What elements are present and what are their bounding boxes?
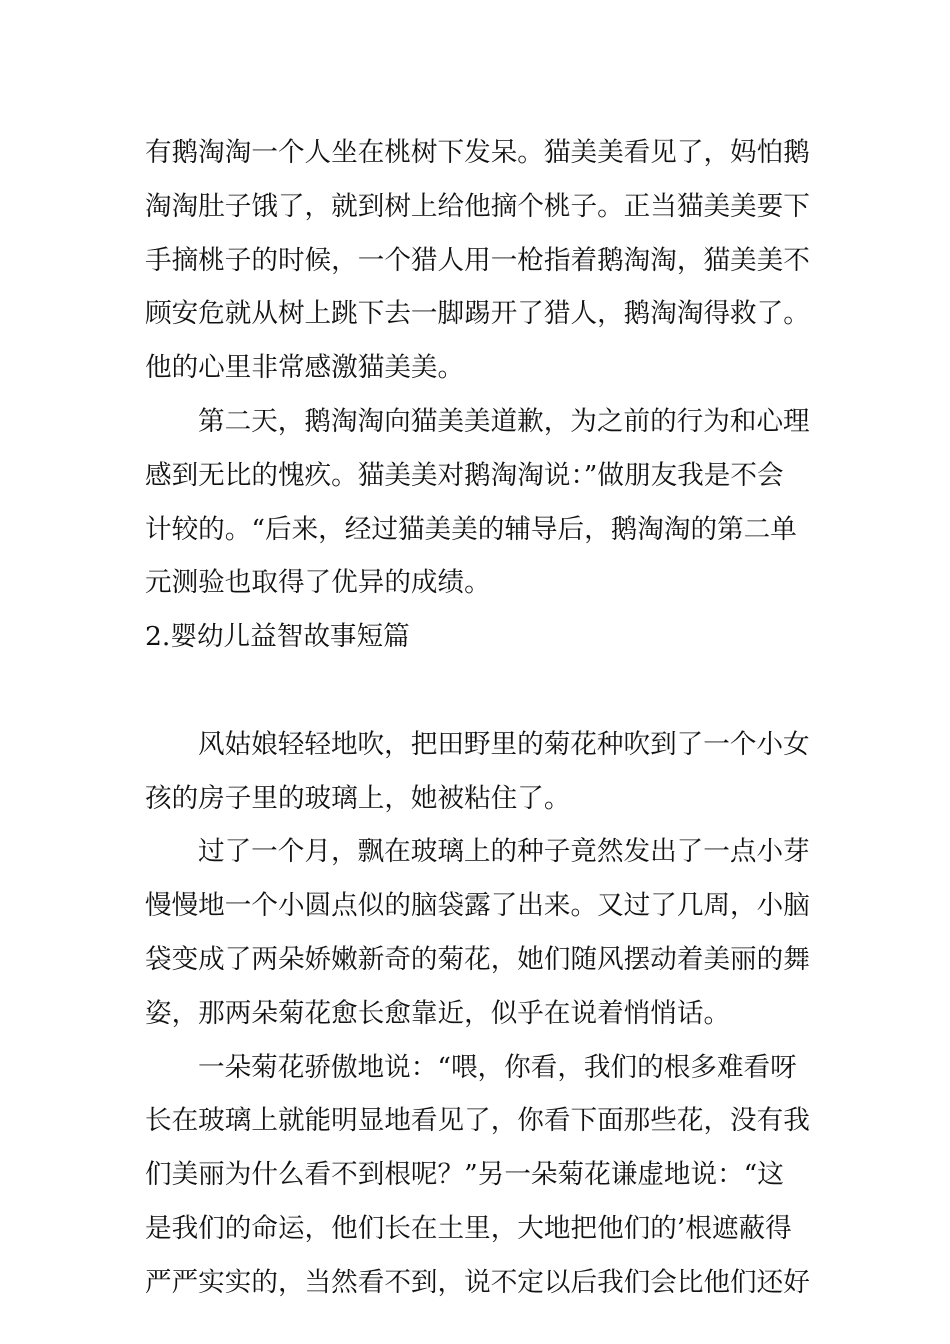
paragraph-line: 孩的房子里的玻璃上，她被粘住了。 (145, 782, 571, 814)
blank-line (145, 664, 815, 718)
paragraph-line: 一朵菊花骄傲地说：“喂，你看，我们的根多难看呀 (198, 1051, 797, 1083)
paragraph-line: 严严实实的，当然看不到，说不定以后我们会比他们还好 (145, 1266, 810, 1298)
paragraph-line: 元测验也取得了优异的成绩。 (145, 567, 491, 599)
document-page (145, 126, 815, 1310)
paragraph-line: 感到无比的愧疚。猫美美对鹅淘淘说：”做朋友我是不会 (145, 459, 784, 491)
section-heading: 2.婴幼儿益智故事短篇 (145, 621, 410, 653)
paragraph-line: 们美丽为什么看不到根呢？”另一朵菊花谦虚地说：“这 (145, 1159, 784, 1191)
paragraph-line: 长在玻璃上就能明显地看见了，你看下面那些花，没有我 (145, 1105, 810, 1137)
paragraph-line: 姿，那两朵菊花愈长愈靠近，似乎在说着悄悄话。 (145, 997, 731, 1029)
paragraph-line: 袋变成了两朵娇嫩新奇的菊花，她们随风摆动着美丽的舞 (145, 943, 810, 975)
paragraph-line: 慢慢地一个小圆点似的脑袋露了出来。又过了几周，小脑 (145, 890, 810, 922)
paragraph-line: 顾安危就从树上跳下去一脚踢开了猎人，鹅淘淘得救了。 (145, 298, 810, 330)
paragraph-line: 第二天，鹅淘淘向猫美美道歉，为之前的行为和心理 (198, 405, 810, 437)
paragraph-line: 计较的。“后来，经过猫美美的辅导后，鹅淘淘的第二单 (145, 513, 797, 545)
paragraph-line: 过了一个月，飘在玻璃上的种子竟然发出了一点小芽 (198, 836, 810, 868)
paragraph-line: 他的心里非常感激猫美美。 (145, 352, 465, 384)
paragraph-line: 是我们的命运，他们长在土里，大地把他们的’根遮蔽得 (145, 1212, 792, 1244)
paragraph-line: 手摘桃子的时候，一个猎人用一枪指着鹅淘淘，猫美美不 (145, 244, 810, 276)
paragraph-line: 有鹅淘淘一个人坐在桃树下发呆。猫美美看见了，妈怕鹅 (145, 137, 810, 168)
paragraph-line: 淘淘肚子饿了，就到树上给他摘个桃子。正当猫美美要下 (145, 190, 810, 222)
paragraph-line: 风姑娘轻轻地吹，把田野里的菊花种吹到了一个小女 (198, 728, 810, 760)
